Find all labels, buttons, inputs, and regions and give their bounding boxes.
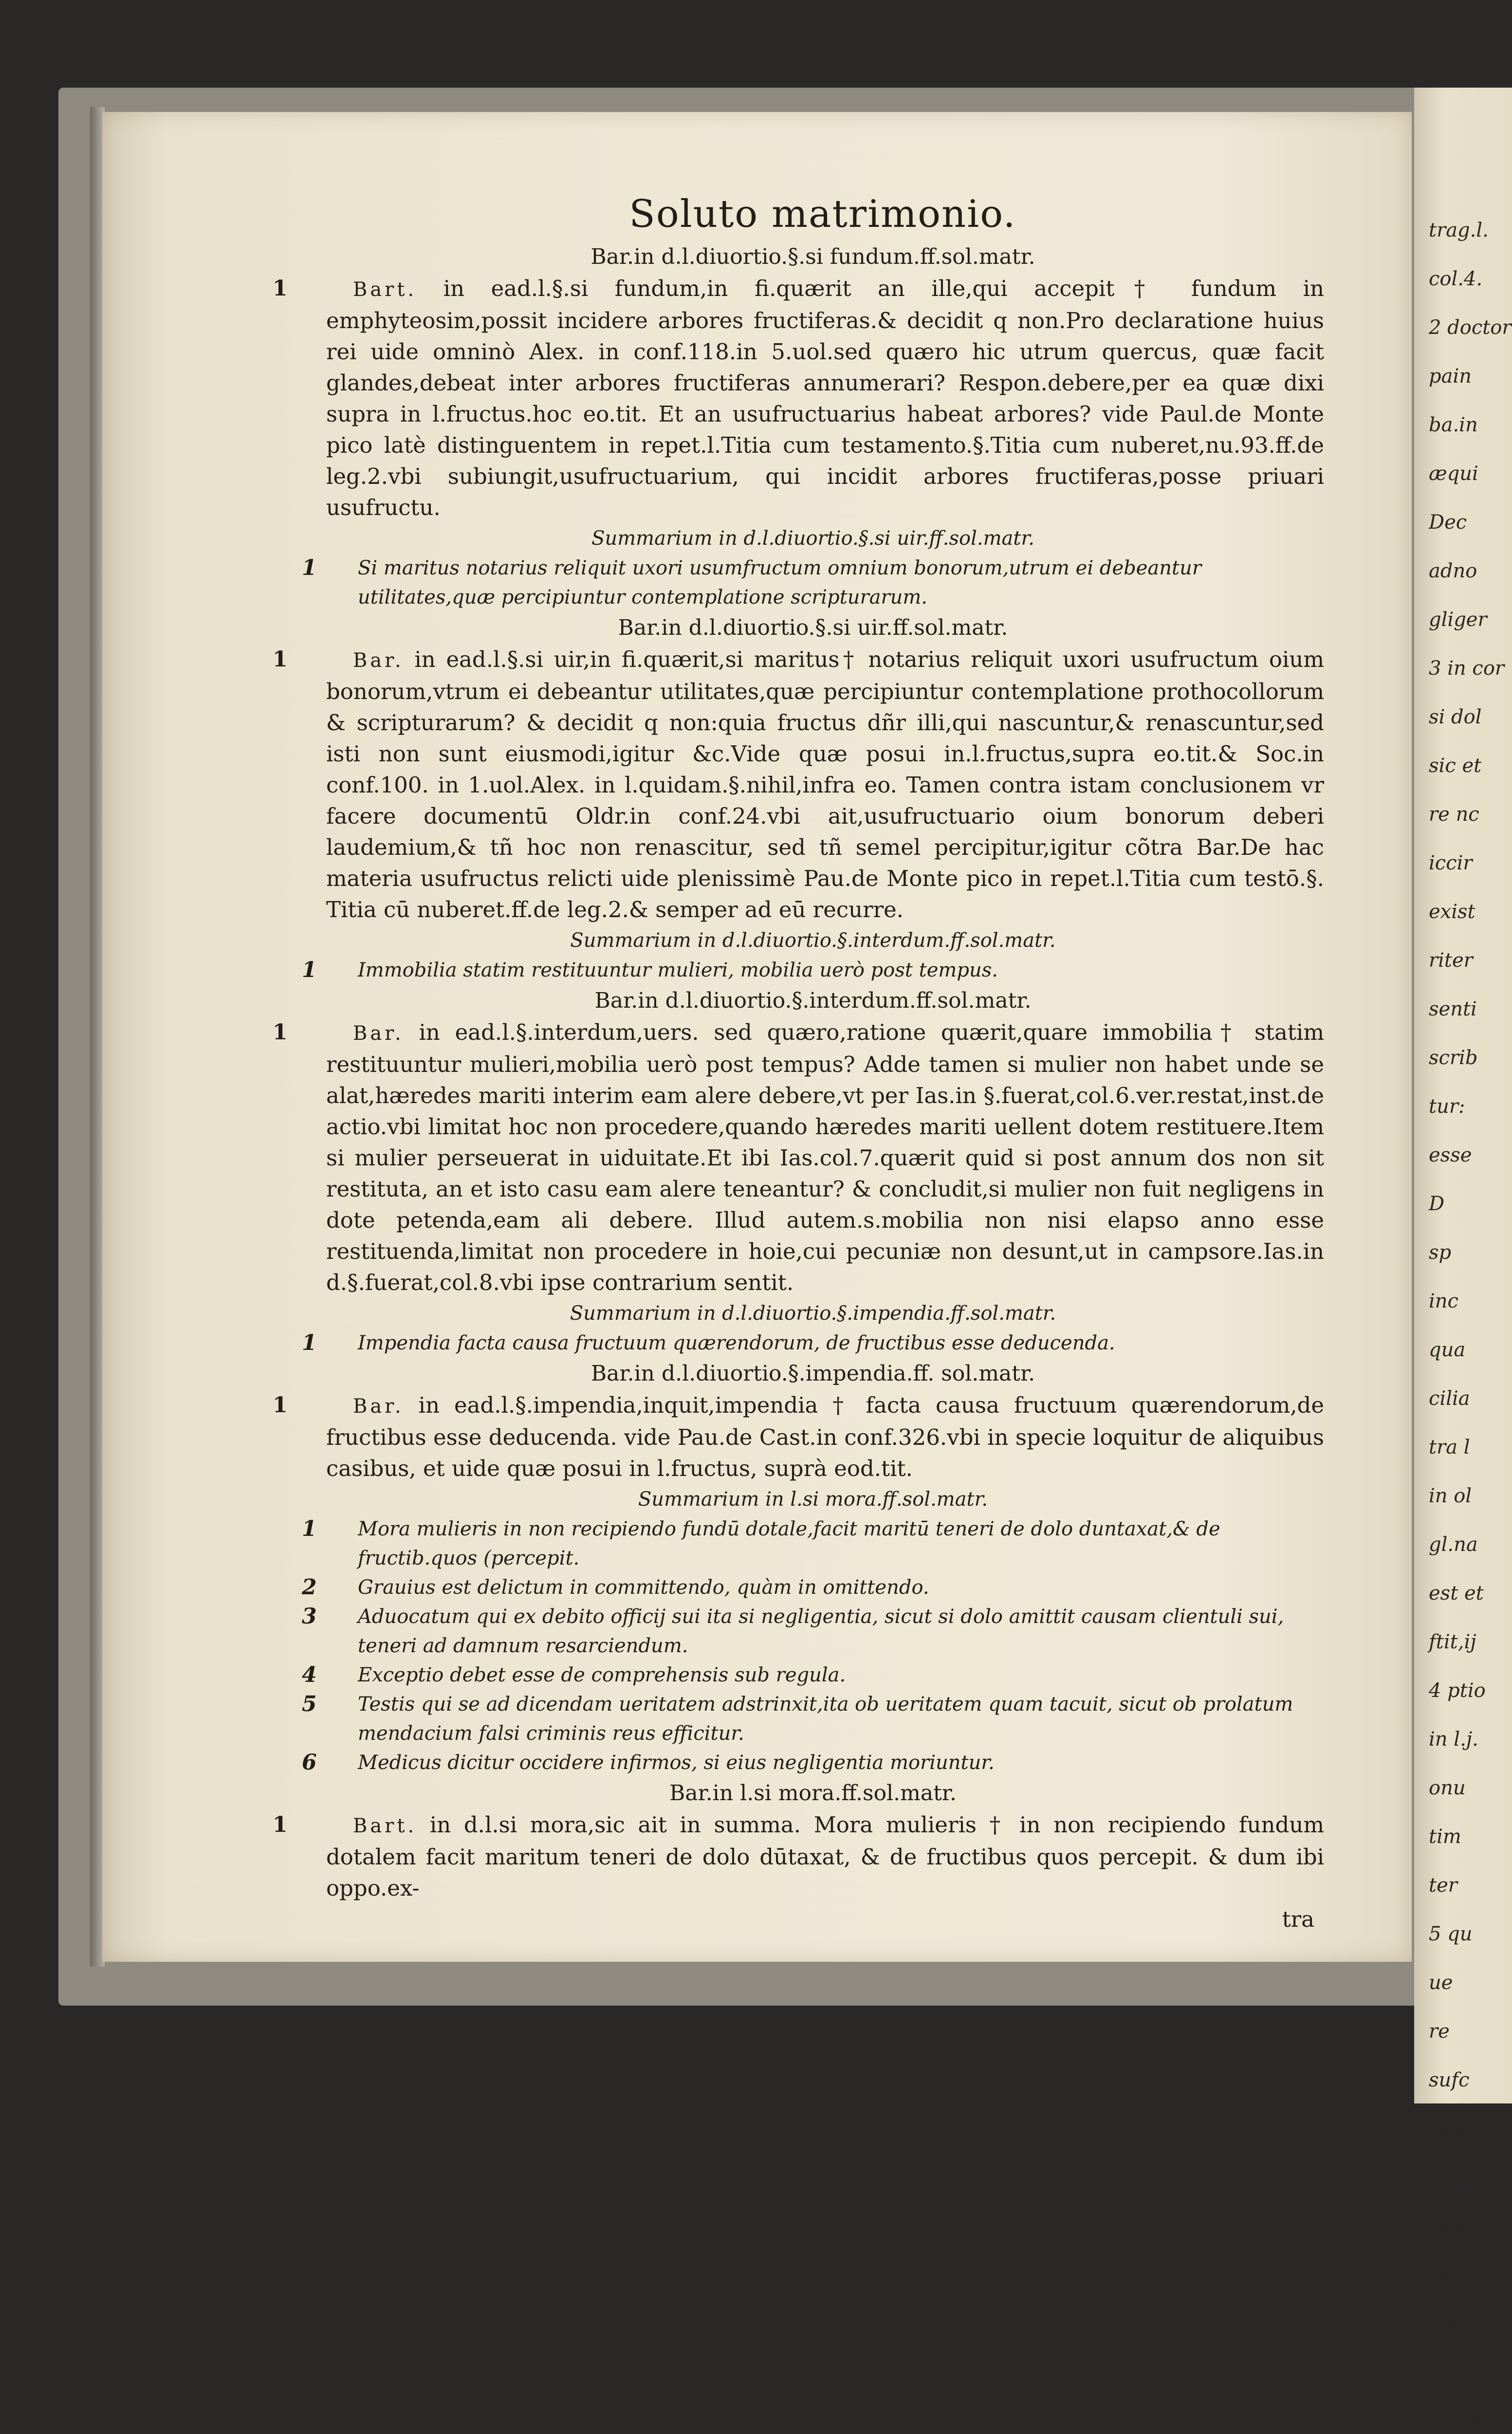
margin-number: 1: [273, 276, 288, 301]
section-heading: Bar.in d.l.diuortio.§.interdum.ff.sol.matr.: [594, 988, 1032, 1013]
commentary-paragraph: [273, 1017, 1324, 1298]
summary-number: 6: [302, 1750, 317, 1775]
commentary-paragraph: [273, 644, 1324, 925]
summary-item: [302, 1748, 1324, 1777]
facing-page-fragment: in p: [1429, 2118, 1466, 2140]
facing-page-fragment: hac.l.: [1429, 2361, 1483, 2383]
facing-page-fragment: riter: [1429, 949, 1473, 972]
facing-page-fragment: sufc: [1429, 2069, 1470, 2091]
summary-item: [302, 1690, 1324, 1748]
paragraph-text: in ead.l.§.interdum,uers. sed quæro,ratione quærit,quare immobilia† statim restituuntur mulieri,mobilia uerò post tempus? Adde tamen si mulier non habet unde se alat,hæredes mariti interim eam alere debere,vt per Ias.in §.fuerat,col.6.ver.restat,inst.de actio.vbi limitat hoc non procedere,quando hæredes mariti uellent dotem restituere.Item si mulier perseuerat in uiduitate.Et ibi Ias.col.7.quærit quid si post annum dos non sit restituta, an et isto casu eam alere teneantur? & concludit,si mulier non fuit negligens in dote petenda,eam ali debere. Illud autem.s.mobilia non nisi elapso anno esse restituenda,limitat non procedere in hoie,cui pecuniæ non desunt,ut in campsore.Ias.in d.§.fuerat,col.8.vbi ipse contrarium sentit.: [326, 1019, 1324, 1295]
summary-text: Exceptio debet esse de comprehensis sub regula.: [358, 1664, 846, 1686]
facing-page: [1414, 88, 1512, 2432]
facing-page-fragment: col.4.: [1429, 268, 1483, 290]
facing-page-fragment: senti: [1429, 998, 1477, 1020]
facing-page-fragment: riunt: [1429, 2215, 1477, 2237]
facing-page-fragment: to ann: [1429, 2410, 1492, 2432]
facing-page-fragment: trag.l.: [1429, 219, 1489, 241]
catchword: tra: [1282, 1906, 1314, 1932]
summary-text: Grauius est delictum in committendo, quàm in omittendo.: [358, 1576, 929, 1599]
summary-number: 1: [302, 958, 317, 982]
facing-page-fragment: scrib: [1429, 1047, 1478, 1069]
facing-page-fragment: iccir: [1429, 852, 1473, 874]
commentary-paragraph: [273, 1809, 1324, 1904]
summary-text: Si maritus notarius reliquit uxori usumfructum omnium bonorum,utrum ei debeantur utilitates,quæ percipiuntur contemplatione scripturarum.: [358, 557, 1201, 608]
facing-page-fragment: exist: [1429, 901, 1475, 923]
summary-item: [302, 1328, 1324, 1358]
margin-number: 1: [273, 1393, 288, 1418]
facing-page-fragment: onu: [1429, 1777, 1466, 1799]
paragraph-lead: Bart.: [353, 278, 417, 301]
commentary-paragraph: [273, 273, 1324, 523]
facing-page-fragment: si dol: [1429, 706, 1482, 728]
summary-item: [302, 1660, 1324, 1690]
facing-page-fragment: ba.in: [1429, 414, 1478, 436]
facing-page-fragment: adno: [1429, 560, 1477, 582]
facing-page-fragment: in ol: [1429, 1485, 1472, 1507]
facing-page-fragment: D: [1429, 1193, 1445, 1215]
facing-page-fragment: esse: [1429, 1144, 1472, 1166]
summary-heading: Summarium in d.l.diuortio.§.si uir.ff.sol.matr.: [591, 527, 1034, 550]
paragraph-lead: Bar.: [353, 1395, 404, 1418]
facing-page-fragment: Dec: [1429, 511, 1467, 534]
facing-page-fragment: inc: [1429, 1290, 1458, 1312]
summary-number: 1: [302, 555, 317, 580]
running-head: Soluto matrimonio.: [629, 192, 1016, 236]
summary-item: [302, 1514, 1324, 1573]
summary-text: Medicus dicitur occidere infirmos, si eius negligentia moriuntur.: [358, 1752, 995, 1774]
facing-page-fragment: qua: [1429, 1339, 1466, 1361]
facing-page-fragment: sic et: [1429, 755, 1482, 777]
section-heading: Bar.in d.l.diuortio.§.si fundum.ff.sol.matr.: [590, 244, 1035, 269]
facing-page-fragment: sp: [1429, 1241, 1452, 1264]
summary-number: 5: [302, 1692, 317, 1716]
section-heading: Bar.in d.l.diuortio.§.si uir.ff.sol.matr.: [618, 615, 1008, 640]
text-block: [273, 187, 1324, 1935]
margin-number: 1: [273, 647, 288, 672]
section-heading: Bar.in l.si mora.ff.sol.matr.: [669, 1781, 957, 1806]
summary-item: [302, 956, 1324, 985]
facing-page-fragment: ftit,ij: [1429, 1631, 1476, 1653]
summary-number: 1: [302, 1330, 317, 1355]
facing-page-fragment: gliger: [1429, 608, 1487, 631]
facing-page-fragment: 2 doctor: [1429, 316, 1512, 339]
summary-number: 2: [302, 1575, 317, 1600]
facing-page-fragment: æqui: [1429, 462, 1478, 485]
summary-number: 4: [302, 1662, 317, 1687]
facing-page-fragment: ueri.: [1429, 2264, 1475, 2286]
paragraph-lead: Bar.: [353, 649, 404, 672]
summary-text: Mora mulieris in non recipiendo fundū dotale,facit maritū teneri de dolo duntaxat,& de fructib.quos (percepit.: [358, 1518, 1220, 1569]
facing-page-fragment: cilia: [1429, 1387, 1470, 1410]
commentary-paragraph: [273, 1390, 1324, 1484]
summary-text: Impendia facta causa fructuum quærendorum, de fructibus esse deducenda.: [358, 1332, 1115, 1354]
facing-page-fragment: est et: [1429, 1582, 1484, 1604]
facing-page-fragment: in l.j.: [1429, 1728, 1478, 1751]
summary-item: [302, 1573, 1324, 1602]
summary-text: Aduocatum qui ex debito officij sui ita si negligentia, sicut si dolo amittit causam clientuli sui, teneri ad damnum resarciendum.: [358, 1605, 1284, 1657]
paragraph-text: in ead.l.§.impendia,inquit,impendia † facta causa fructuum quærendorum,de fructibus esse deducenda. vide Pau.de Cast.in conf.326.vbi in specie loquitur de aliquibus casibus, et uide quæ posui in l.fructus, suprà eod.tit.: [326, 1392, 1324, 1481]
paragraph-lead: Bart.: [353, 1815, 417, 1837]
facing-page-fragment: 6 tex.c: [1429, 2166, 1495, 2189]
paragraph-text: in ead.l.§.si fundum,in fi.quærit an ille,qui accepit† fundum in emphyteosim,possit incidere arbores fructiferas.& decidit q non.Pro declaratione huius rei uide omninò Alex. in conf.118.in 5.uol.sed quæro hic utrum quercus, quæ facit glandes,debeat inter arbores fructiferas annumerari? Respon.debere,per ea quæ dixi supra in l.fructus.hoc eo.tit. Et an usufructuarius habeat arbores? vide Paul.de Monte pico latè distinguentem in repet.l.Titia cum testamento.§.Titia cum nuberet,nu.93.ff.de leg.2.vbi subiungit,usufructuarium, qui incidit arbores fructiferas,posse priuari usufructu.: [326, 276, 1324, 520]
facing-page-fragment: tur:: [1429, 1095, 1465, 1118]
summary-number: 1: [302, 1516, 317, 1541]
summary-heading: Summarium in d.l.diuortio.§.interdum.ff.sol.matr.: [570, 929, 1056, 952]
facing-page-fragment: ue: [1429, 1972, 1453, 1994]
margin-number: 1: [273, 1020, 288, 1045]
facing-page-fragment: sunt c: [1429, 2312, 1489, 2335]
summary-heading: Summarium in d.l.diuortio.§.impendia.ff.sol.matr.: [570, 1302, 1056, 1325]
summary-text: Testis qui se ad dicendam ueritatem adstrinxit,ita ob ueritatem quam tacuit, sicut ob prolatum mendacium falsi criminis reus efficitur.: [358, 1693, 1293, 1745]
facing-page-fragment: re nc: [1429, 803, 1479, 826]
facing-page-fragment: tra l: [1429, 1436, 1470, 1458]
section-heading: Bar.in d.l.diuortio.§.impendia.ff. sol.matr.: [590, 1361, 1035, 1386]
facing-page-fragment: ter: [1429, 1874, 1457, 1897]
facing-page-fragment: 4 ptio: [1429, 1679, 1486, 1702]
summary-item: [302, 1602, 1324, 1660]
paragraph-text: in ead.l.§.si uir,in fi.quærit,si maritus† notarius reliquit uxori usufructum oium bonorum,vtrum ei debeantur utilitates,quæ percipiuntur contemplatione prothocollorum & scripturarum? & decidit q non:quia fructus dñr illi,qui nascuntur,& renascuntur,sed isti non sunt eiusmodi,igitur &c.Vide quæ posui in.l.fructus,supra eo.tit.& Soc.in conf.100. in 1.uol.Alex. in l.quidam.§.nihil,infra eo. Tamen contra istam conclusionem vr facere documentū Oldr.in conf.24.vbi ait,usufructuario oium bonorum deberi laudemium,& tñ hoc non renascitur, sed tñ semel percipitur,igitur cõtra Bar.De hac materia usufructus relicti uide plenissimè Pau.de Monte pico in repet.l.Titia cum testō.§. Titia cū nuberet.ff.de leg.2.& semper ad eū recurre.: [326, 646, 1324, 922]
paragraph-lead: Bar.: [353, 1022, 404, 1045]
facing-page-fragment: 3 in cor: [1429, 657, 1505, 680]
summary-heading: Summarium in l.si mora.ff.sol.matr.: [638, 1488, 988, 1511]
facing-page-fragment: pain: [1429, 365, 1472, 387]
margin-number: 1: [273, 1812, 288, 1837]
summary-text: Immobilia statim restituuntur mulieri, mobilia uerò post tempus.: [358, 959, 998, 981]
facing-page-fragment: gl.na: [1429, 1533, 1478, 1556]
facing-page-fragment: 5 qu: [1429, 1923, 1473, 1945]
summary-number: 3: [302, 1604, 317, 1629]
summary-item: [302, 553, 1324, 612]
facing-page-fragment: re: [1429, 2020, 1450, 2043]
paragraph-text: in d.l.si mora,sic ait in summa. Mora mulieris † in non recipiendo fundum dotalem facit maritum teneri de dolo dūtaxat, & de fructibus quos percepit. & dum ibi oppo.ex-: [326, 1812, 1324, 1901]
facing-page-fragment: tim: [1429, 1826, 1461, 1848]
